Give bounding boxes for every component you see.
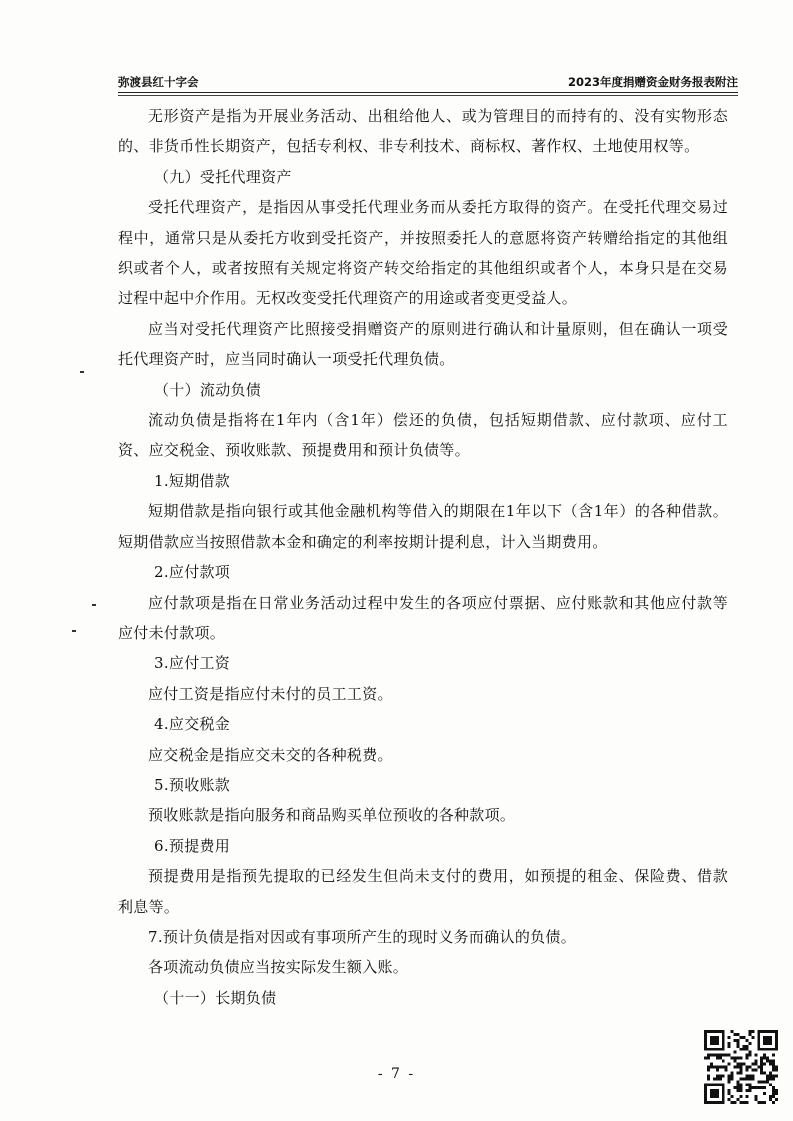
qr-finder-top-right [757,1030,778,1051]
qr-finder-top-left [704,1030,725,1051]
header-rule-thin [118,95,738,96]
header-rule [118,92,738,93]
subheading-payables: 2.应付款项 [154,563,231,582]
paragraph-accrued-expenses: 预提费用是指预先提取的已经发生但尚未支付的费用，如预提的租金、保险费、借款利息等。 [118,867,728,916]
paragraph-short-term-loans: 短期借款是指向银行或其他金融机构等借入的期限在1年以下（含1年）的各种借款。短期借款应当按照借款本金和确定的利率按期计提利息，计入当期费用。 [118,502,728,551]
paragraph-estimated-liabilities: 7.预计负债是指对因或有事项所产生的现时义务而确认的负债。 [148,927,577,946]
paragraph-current-liabilities: 流动负债是指将在1年内（含1年）偿还的负债，包括短期借款、应付款项、应付工资、应交税金、预收账款、预提费用和预计负债等。 [118,411,728,460]
paragraph-payables: 应付款项是指在日常业务活动过程中发生的各项应付票据、应付账款和其他应付款等应付未付款项。 [118,593,728,642]
scan-speck [92,604,96,606]
subheading-wages-payable: 3.应付工资 [154,654,231,673]
qr-finder-bottom-left [704,1083,725,1104]
page-number: - 7 - [377,1066,416,1082]
qr-code [704,1030,778,1104]
subheading-advance-receipts: 5.预收账款 [154,775,231,794]
scan-speck [80,371,84,373]
paragraph-wages-payable: 应付工资是指应付未付的员工工资。 [148,684,393,703]
subheading-short-term-loans: 1.短期借款 [154,471,231,490]
header-org: 弥渡县红十字会 [118,75,199,89]
subheading-accrued-expenses: 6.预提费用 [154,836,231,855]
paragraph-entrusted-assets: 受托代理资产，是指因从事受托代理业务而从委托方取得的资产。在受托代理交易过程中，通常只是从委托方收到受托资产，并按照委托人的意愿将资产转赠给指定的其他组织或者个人，或者按照有关规定将资产转交给指定的其他组织或者个人，本身只是在交易过程中起中介作用。无权改变受托代理资产的用途或者变更受益人。 [118,198,728,308]
section-heading-11: （十一）长期负债 [154,988,277,1007]
scan-speck [72,630,76,632]
paragraph-liability-recording: 各项流动负债应当按实际发生额入账。 [148,958,409,977]
body-text [118,101,728,1013]
paragraph-advance-receipts: 预收账款是指向服务和商品购买单位预收的各种款项。 [148,806,516,825]
section-heading-10: （十）流动负债 [154,380,262,399]
paragraph-taxes-payable: 应交税金是指应交未交的各种税费。 [148,745,393,764]
subheading-taxes-payable: 4.应交税金 [154,715,231,734]
paragraph-intangible-assets: 无形资产是指为开展业务活动、出租给他人、或为管理目的而持有的、没有实物形态的、非货币性长期资产，包括专利权、非专利技术、商标权、著作权、土地使用权等。 [118,107,728,156]
paragraph-entrusted-recognition: 应当对受托代理资产比照接受捐赠资产的原则进行确认和计量原则，但在确认一项受托代理资产时，应当同时确认一项受托代理负债。 [118,319,728,369]
section-heading-9: （九）受托代理资产 [154,167,292,186]
page-header [118,72,738,90]
header-title: 2023年度捐赠资金财务报表附注 [567,75,738,89]
